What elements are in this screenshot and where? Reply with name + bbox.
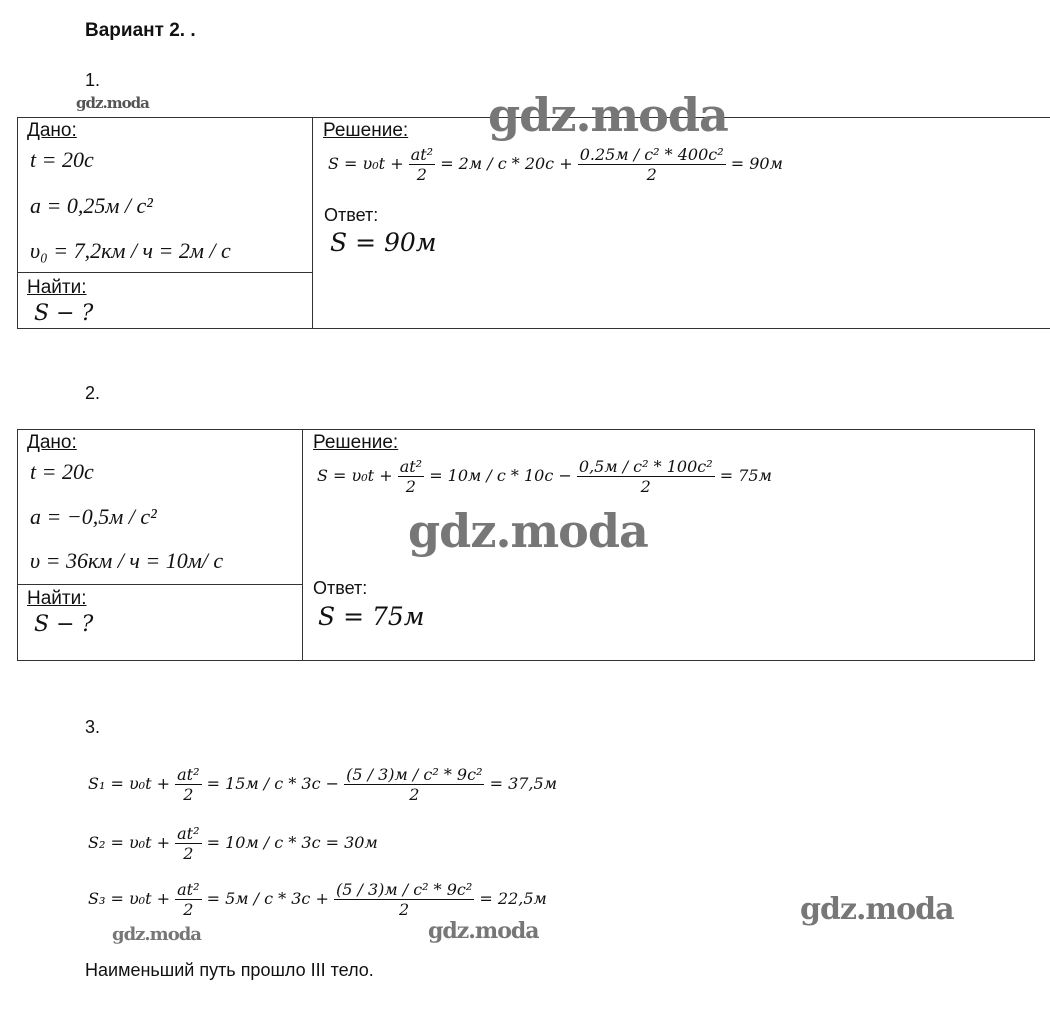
answer-value: S = 75м: [318, 602, 425, 631]
solution-label: Решение:: [313, 432, 399, 453]
solution-formula: S₂ = υ₀t + $\frac{\text{at²}}{2}$ = 10м / с * 3с = 30м: [88, 824, 378, 863]
given-line: υ₀ = 7,2км / ч = 2м / с: [30, 238, 231, 263]
given-line: a = −0,5м / с²: [30, 504, 157, 529]
solution-label: Решение:: [323, 120, 409, 141]
watermark: gdz.moda: [488, 88, 728, 142]
answer-label: Ответ:: [324, 205, 379, 225]
problem-1-number: 1.: [85, 70, 101, 90]
watermark: gdz.moda: [112, 924, 201, 945]
given-label: Дано:: [27, 432, 77, 453]
conclusion-text: Наименьший путь прошло III тело.: [85, 960, 374, 980]
given-line: υ = 36км / ч = 10м/ с: [30, 548, 224, 573]
given-line: t = 20с: [30, 459, 94, 484]
solution-formula: S₃ = υ₀t + $\frac{\text{at²}}{2}$ = 5м / с * 3с + $\frac{\text{(5 / 3)м / с² * 9с²}}{2}$ = 22,5м: [88, 880, 547, 919]
given-line: a = 0,25м / с²: [30, 193, 153, 218]
solution-formula: S = υ₀t + $\frac{\text{at²}}{2}$ = 2м / с * 20с + $\frac{\text{0.25м / с² * 400с²}}{2}$ = 90м: [328, 145, 783, 184]
watermark: gdz.moda: [408, 504, 648, 558]
watermark: gdz.moda: [428, 918, 539, 944]
given-label: Дано:: [27, 120, 77, 141]
watermark: gdz.moda: [76, 94, 149, 112]
solution-formula: S₁ = υ₀t + $\frac{\text{at²}}{2}$ = 15м / с * 3с − $\frac{\text{(5 / 3)м / с² * 9с²}}{2}$ = 37,5м: [88, 765, 557, 804]
problem-2-number: 2.: [85, 383, 101, 403]
find-label: Найти:: [27, 588, 87, 609]
find-value: S − ?: [34, 612, 94, 637]
solution-formula: S = υ₀t + $\frac{\text{at²}}{2}$ = 10м / с * 10с − $\frac{\text{0,5м / с² * 100с²}}{2}$ = 75м: [317, 457, 772, 496]
problem-3-number: 3.: [85, 717, 101, 737]
given-line: t = 20с: [30, 147, 94, 172]
find-label: Найти:: [27, 277, 87, 298]
answer-value: S = 90м: [330, 228, 437, 257]
find-value: S − ?: [34, 301, 94, 326]
page-title: Вариант 2. .: [85, 20, 196, 41]
watermark: gdz.moda: [800, 892, 954, 927]
answer-label: Ответ:: [313, 578, 368, 598]
